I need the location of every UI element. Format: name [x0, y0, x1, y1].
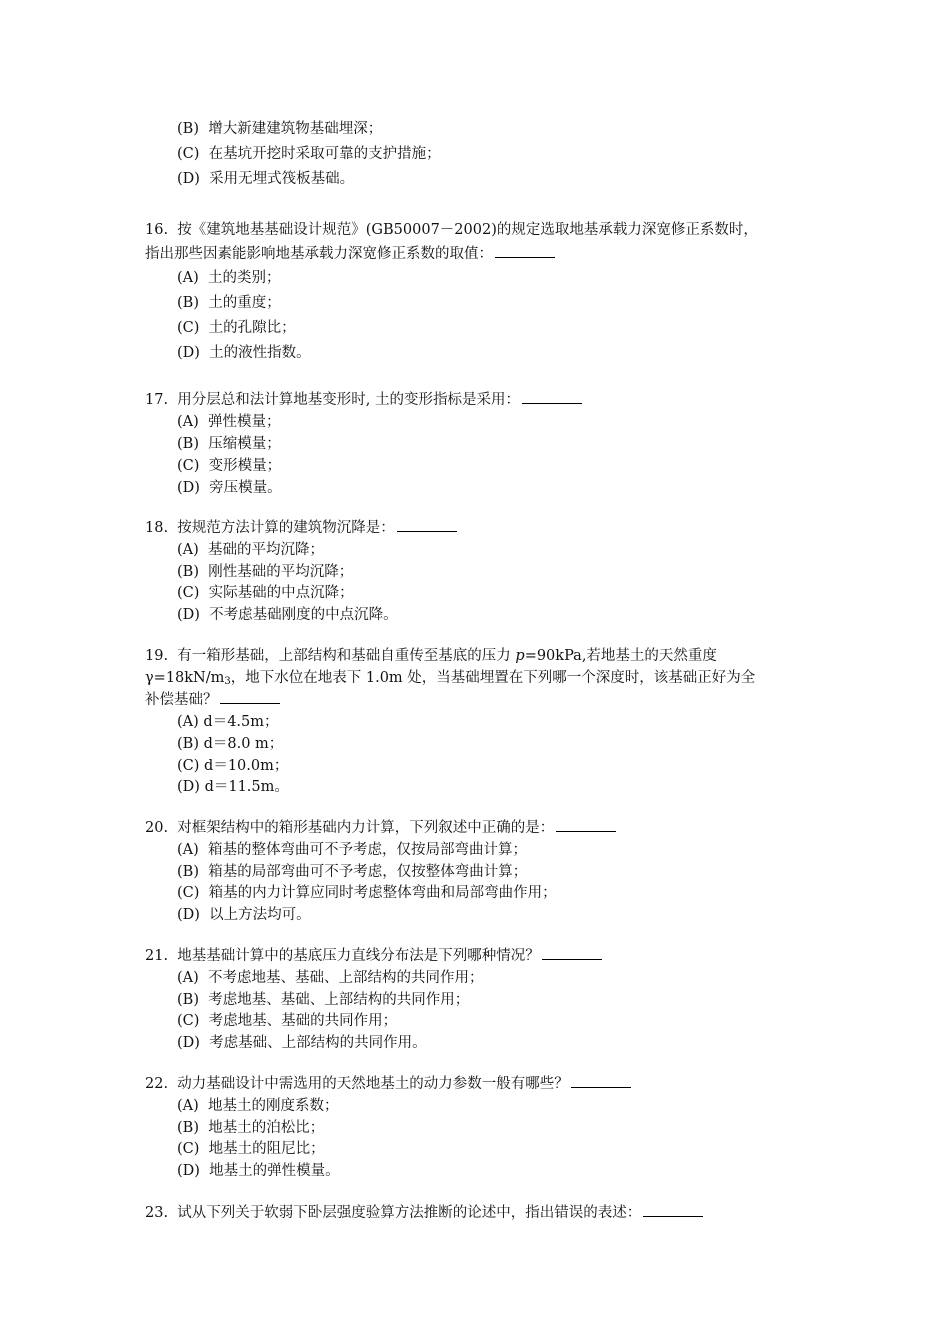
option-a: (A) 地基土的刚度系数；	[177, 1098, 339, 1114]
question-16-line-2: 指出那些因素能影响地基承载力深宽修正系数的取值：	[145, 244, 555, 264]
option-d: (D) 采用无埋式筏板基础。	[177, 171, 355, 187]
option-b: (B) 地基土的泊松比；	[177, 1120, 325, 1136]
option-b: (B) 压缩模量；	[177, 436, 281, 452]
option-d: (D) 以上方法均可。	[177, 907, 311, 923]
question-21: 21. 地基基础计算中的基底压力直线分布法是下列哪种情况？	[145, 946, 602, 966]
option-c: (C) 考虑地基、基础的共同作用；	[177, 1013, 398, 1029]
question-23: 23. 试从下列关于软弱下卧层强度验算方法推断的论述中，指出错误的表述：	[145, 1203, 703, 1223]
option-c: (C) 箱基的内力计算应同时考虑整体弯曲和局部弯曲作用；	[177, 885, 557, 901]
option-c: (C) 土的孔隙比；	[177, 320, 296, 336]
option-c: (C) 实际基础的中点沉降；	[177, 585, 354, 601]
answer-blank	[397, 519, 457, 532]
option-c: (C) 地基土的阻尼比；	[177, 1141, 325, 1157]
option-d: (D) 考虑基础、上部结构的共同作用。	[177, 1035, 427, 1051]
option-a: (A) 不考虑地基、基础、上部结构的共同作用；	[177, 970, 484, 986]
answer-blank	[220, 691, 280, 704]
question-19-line-3: 补偿基础？	[145, 690, 280, 710]
question-19-line-1: 19. 有一箱形基础，上部结构和基础自重传至基底的压力 p=90kPa,若地基土的天然重度	[145, 648, 717, 664]
option-a: (A) d＝4.5m；	[177, 714, 279, 730]
option-d: (D) d＝11.5m。	[177, 779, 289, 795]
answer-blank	[643, 1204, 703, 1217]
option-b: (B) 考虑地基、基础、上部结构的共同作用；	[177, 992, 470, 1008]
question-16-line-1: 16. 按《建筑地基基础设计规范》(GB50007－2002)的规定选取地基承载力深宽修正系数时，	[145, 222, 758, 238]
option-d: (D) 不考虑基础刚度的中点沉降。	[177, 607, 398, 623]
answer-blank	[495, 245, 555, 258]
answer-blank	[522, 391, 582, 404]
question-20: 20. 对框架结构中的箱形基础内力计算，下列叙述中正确的是：	[145, 818, 616, 838]
option-a: (A) 箱基的整体弯曲可不予考虑，仅按局部弯曲计算；	[177, 842, 528, 858]
option-a: (A) 弹性模量；	[177, 414, 281, 430]
question-19-line-2: $\gamma=18kN/m_3$，地下水位在地表下 1.0m 处，当基础埋置在下列哪一个深度时，该基础正好为全	[145, 670, 756, 687]
option-d: (D) 旁压模量。	[177, 480, 282, 496]
answer-blank	[556, 819, 616, 832]
question-22: 22. 动力基础设计中需选用的天然地基土的动力参数一般有哪些？	[145, 1074, 631, 1094]
option-b: (B) d＝8.0 m；	[177, 736, 284, 752]
answer-blank	[542, 947, 602, 960]
option-b: (B) 刚性基础的平均沉降；	[177, 564, 354, 580]
option-d: (D) 土的液性指数。	[177, 345, 311, 361]
question-17: 17. 用分层总和法计算地基变形时, 土的变形指标是采用：	[145, 390, 582, 410]
option-c: (C) d＝10.0m；	[177, 758, 289, 774]
option-b: (B) 土的重度；	[177, 295, 281, 311]
question-18: 18. 按规范方法计算的建筑物沉降是：	[145, 518, 457, 538]
option-d: (D) 地基土的弹性模量。	[177, 1163, 340, 1179]
answer-blank	[571, 1075, 631, 1088]
option-a: (A) 基础的平均沉降；	[177, 542, 325, 558]
option-c: (C) 在基坑开挖时采取可靠的支护措施；	[177, 146, 441, 162]
option-c: (C) 变形模量；	[177, 458, 282, 474]
option-b: (B) 箱基的局部弯曲可不予考虑，仅按整体弯曲计算；	[177, 864, 528, 880]
option-b: (B) 增大新建建筑物基础埋深；	[177, 121, 383, 137]
option-a: (A) 土的类别；	[177, 270, 281, 286]
